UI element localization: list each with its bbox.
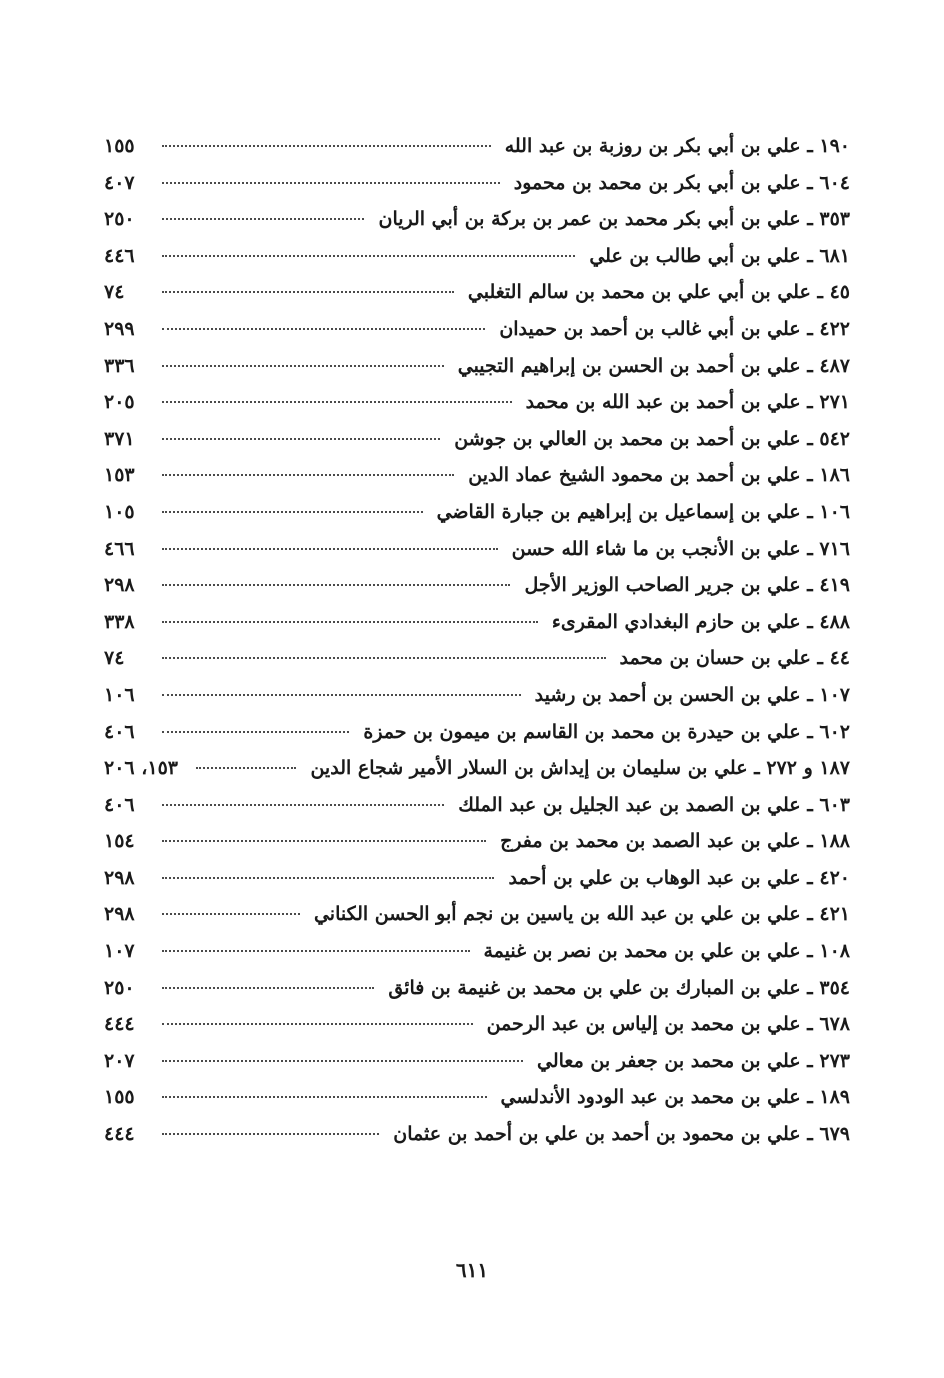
- dot-leader: [162, 438, 440, 440]
- dot-leader: [162, 657, 606, 659]
- index-entry: [104, 640, 850, 677]
- index-entry: [104, 567, 850, 604]
- entry-page-ref: ١٠٦: [104, 683, 135, 706]
- index-entry: [104, 238, 850, 275]
- entry-page-ref: ٤٤٦: [104, 244, 135, 267]
- entry-name: ٤١٩ ـ علي بن جرير الصاحب الوزير الأجل: [524, 574, 850, 597]
- index-entry: [104, 860, 850, 897]
- dot-leader: [162, 328, 485, 330]
- entry-page-ref: ٤٠٦: [104, 793, 135, 816]
- index-entry: [104, 1006, 850, 1043]
- index-entry: [104, 311, 850, 348]
- entry-page-ref: ٤٠٧: [104, 171, 135, 194]
- entry-name: ٦٧٩ ـ علي بن محمود بن أحمد بن علي بن أحمد بن عثمان: [393, 1123, 850, 1146]
- entry-page-ref: ١٠٥: [104, 500, 135, 523]
- dot-leader: [162, 584, 510, 586]
- index-entry: [104, 531, 850, 568]
- index-entry: [104, 970, 850, 1007]
- dot-leader: [162, 694, 521, 696]
- dot-leader: [196, 767, 296, 769]
- entry-name: ٣٥٣ ـ علي بن أبي بكر محمد بن عمر بن بركة بن أبي الريان: [378, 208, 850, 231]
- entry-name: ٢٧١ ـ علي بن أحمد بن عبد الله بن محمد: [525, 391, 850, 414]
- dot-leader: [162, 218, 364, 220]
- dot-leader: [162, 474, 454, 476]
- entry-page-ref: ٤٤٤: [104, 1013, 135, 1036]
- index-entry: [104, 421, 850, 458]
- entry-page-ref: ٣٧١: [104, 427, 135, 450]
- dot-leader: [162, 182, 500, 184]
- entry-name: ٤٢٢ ـ علي بن أبي غالب بن أحمد بن حميدان: [499, 317, 850, 340]
- entry-page-ref: ٢٠٧: [104, 1049, 135, 1072]
- index-entry: [104, 384, 850, 421]
- dot-leader: [162, 731, 349, 733]
- entry-name: ٦٨١ ـ علي بن أبي طالب بن علي: [589, 244, 850, 267]
- dot-leader: [162, 877, 494, 879]
- entry-name: ١٩٠ ـ علي بن أبي بكر بن روزبة بن عبد الله: [504, 135, 850, 157]
- entry-page-ref: ٢٩٨: [104, 574, 135, 597]
- entry-page-ref: ١٥٥: [104, 135, 135, 157]
- index-entry: [104, 348, 850, 385]
- entry-page-ref: ٣٣٨: [104, 610, 135, 633]
- entry-name: ١٠٨ ـ علي بن علي بن محمد بن نصر بن غنيمة: [483, 940, 850, 963]
- dot-leader: [162, 1060, 523, 1062]
- entry-name: ١٨٨ ـ علي بن عبد الصمد بن محمد بن مفرج: [500, 830, 850, 853]
- entry-name: ٤٨٧ ـ علي بن أحمد بن الحسن بن إبراهيم التجيبي: [457, 354, 850, 377]
- entry-name: ٤٤ ـ علي بن حسان بن محمد: [619, 647, 850, 670]
- index-entry: [104, 494, 850, 531]
- index-entry: [104, 750, 850, 787]
- entry-name: ٦٠٤ ـ علي بن أبي بكر بن محمد بن محمود: [513, 171, 850, 194]
- dot-leader: [162, 1023, 473, 1025]
- entry-page-ref: ٢٥٠: [104, 208, 135, 231]
- dot-leader: [162, 401, 512, 403]
- entry-page-ref: ١٠٧: [104, 940, 135, 963]
- index-entry: [104, 787, 850, 824]
- entry-page-ref: ٤٠٦: [104, 720, 135, 743]
- entry-name: ٤٨٨ ـ علي بن حازم البغدادي المقرىء: [551, 610, 850, 633]
- index-entry: [104, 823, 850, 860]
- index-entry: [104, 128, 850, 165]
- entry-page-ref: ٢٥٠: [104, 976, 135, 999]
- page-number: ٦١١: [455, 1258, 489, 1282]
- dot-leader: [162, 1096, 487, 1098]
- entry-page-ref: ١٥٤: [104, 830, 135, 853]
- entry-name: ٣٥٤ ـ علي بن المبارك بن علي بن محمد بن غنيمة بن فائق: [388, 976, 850, 999]
- dot-leader: [162, 950, 470, 952]
- index-entry: [104, 714, 850, 751]
- name-index-list: [104, 128, 850, 1153]
- index-entry: [104, 1079, 850, 1116]
- dot-leader: [162, 804, 444, 806]
- entry-name: ١٠٦ ـ علي بن إسماعيل بن إبراهيم بن جبارة القاضي: [436, 500, 850, 523]
- entry-page-ref: ٤٦٦: [104, 537, 135, 560]
- entry-page-ref: ٢٩٨: [104, 903, 135, 926]
- dot-leader: [162, 840, 486, 842]
- entry-name: ٤٢١ ـ علي بن علي بن عبد الله بن ياسين بن نجم أبو الحسن الكناني: [313, 903, 850, 926]
- dot-leader: [162, 365, 444, 367]
- index-entry: [104, 896, 850, 933]
- dot-leader: [162, 913, 300, 915]
- index-entry: [104, 457, 850, 494]
- entry-name: ٧١٦ ـ علي بن الأنجب بن ما شاء الله حسن: [511, 537, 850, 560]
- dot-leader: [162, 621, 538, 623]
- entry-page-ref: ٧٤: [104, 281, 125, 304]
- index-entry: [104, 201, 850, 238]
- entry-page-ref: ٢٠٥: [104, 391, 135, 414]
- entry-name: ٦٠٣ ـ علي بن الصمد بن عبد الجليل بن عبد الملك: [458, 793, 850, 816]
- index-entry: [104, 604, 850, 641]
- index-entry: [104, 933, 850, 970]
- index-entry: [104, 1116, 850, 1153]
- entry-name: ٥٤٢ ـ علي بن أحمد بن محمد بن العالي بن جوشن: [454, 427, 850, 450]
- entry-page-ref: ٣٣٦: [104, 354, 135, 377]
- entry-name: ٦٧٨ ـ علي بن محمد بن إلياس بن عبد الرحمن: [486, 1013, 850, 1036]
- index-entry: [104, 274, 850, 311]
- index-entry: [104, 677, 850, 714]
- entry-page-ref: ١٥٥: [104, 1086, 135, 1109]
- dot-leader: [162, 548, 498, 550]
- entry-page-ref: ١٥٣، ٢٠٦: [104, 757, 178, 780]
- dot-leader: [162, 291, 454, 293]
- entry-page-ref: ٢٩٨: [104, 866, 135, 889]
- entry-name: ٦٠٢ ـ علي بن حيدرة بن محمد بن القاسم بن ميمون بن حمزة: [363, 720, 850, 743]
- entry-name: ٢٧٣ ـ علي بن محمد بن جعفر بن معالي: [537, 1049, 850, 1072]
- dot-leader: [162, 511, 423, 513]
- dot-leader: [162, 255, 575, 257]
- index-entry: [104, 1043, 850, 1080]
- entry-page-ref: ٧٤: [104, 647, 125, 670]
- entry-page-ref: ٢٩٩: [104, 317, 135, 340]
- index-entry: [104, 165, 850, 202]
- dot-leader: [162, 145, 491, 147]
- entry-page-ref: ١٥٣: [104, 464, 135, 487]
- entry-name: ٤٢٠ ـ علي بن عبد الوهاب بن علي بن أحمد: [508, 866, 850, 889]
- entry-name: ١٠٧ ـ علي بن الحسن بن أحمد بن رشيد: [534, 683, 850, 706]
- entry-name: ١٨٩ ـ علي بن محمد بن عبد الودود الأندلسي: [500, 1086, 850, 1109]
- dot-leader: [162, 987, 374, 989]
- entry-page-ref: ٤٤٤: [104, 1123, 135, 1146]
- entry-name: ٤٥ ـ علي بن أبي علي بن محمد بن سالم التغلبي: [467, 281, 850, 304]
- entry-name: ١٨٧ و ٢٧٢ ـ علي بن سليمان بن إيداش بن السلار الأمير شجاع الدين: [310, 757, 850, 780]
- dot-leader: [162, 1133, 379, 1135]
- entry-name: ١٨٦ ـ علي بن أحمد بن محمود الشيخ عماد الدين: [468, 464, 850, 487]
